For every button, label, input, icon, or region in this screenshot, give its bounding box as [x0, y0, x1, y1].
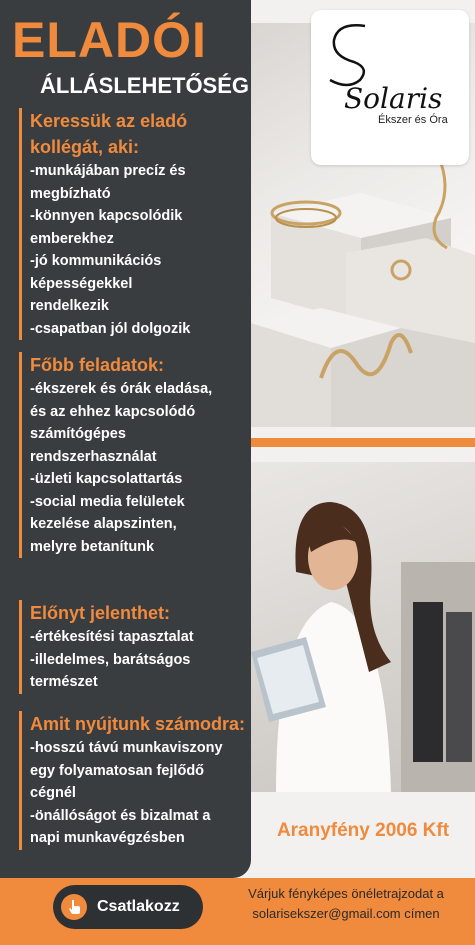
list-item: -hosszú távú munkaviszony: [30, 740, 223, 756]
list-item: számítógépes: [30, 426, 126, 442]
logo-tagline: Ékszer és Óra: [378, 114, 448, 126]
hand-pointer-icon: [61, 894, 87, 920]
company-name: Aranyfény 2006 Kft: [276, 820, 450, 841]
list-item: -social media felületek: [30, 493, 185, 510]
section-advantages: [19, 600, 194, 694]
list-item: -munkájában precíz és: [30, 163, 186, 179]
list-item: megbízható: [30, 185, 111, 202]
accent-band: [251, 438, 475, 447]
saleswoman-illustration: [251, 462, 475, 792]
list-item: képességekkel: [30, 275, 133, 292]
list-item: -ékszerek és órák eladása,: [30, 381, 213, 397]
section-heading: Főbb feladatok:: [30, 355, 164, 375]
application-note: [222, 884, 470, 924]
list-item: -értékesítési tapasztalat: [30, 629, 194, 645]
list-item: rendelkezik: [30, 298, 109, 314]
list-item: cégnél: [30, 785, 76, 801]
join-button-label: Csatlakozz: [97, 898, 180, 915]
list-item: és az ehhez kapcsolódó: [30, 403, 196, 420]
list-item: egy folyamatosan fejlődő: [30, 762, 205, 779]
poster-title: ELADÓI: [12, 12, 207, 68]
list-item: -üzleti kapcsolattartás: [30, 471, 183, 487]
list-item: emberekhez: [30, 230, 114, 247]
list-item: kezelése alapszinten,: [30, 516, 177, 532]
list-item: -csapatban jól dolgozik: [30, 320, 191, 337]
list-item: -önállóságot és bizalmat a: [30, 807, 211, 824]
saleswoman-photo: [251, 462, 475, 792]
list-item: -jó kommunikációs: [30, 253, 162, 269]
list-item: -illedelmes, barátságos: [30, 651, 191, 668]
application-note-line: Várjuk fényképes önéletrajzodat a: [248, 886, 444, 901]
section-offer: [19, 711, 245, 850]
list-item: természet: [30, 674, 98, 690]
list-item: napi munkavégzésben: [30, 830, 185, 846]
section-heading: Keressük az eladó: [30, 111, 188, 131]
list-item: melyre betanítunk: [30, 538, 155, 555]
list-item: rendszerhasználat: [30, 448, 157, 465]
contact-email: solarisekszer@gmail.com címen: [252, 906, 440, 921]
join-button[interactable]: [53, 885, 203, 929]
section-heading: kollégát, aki:: [30, 137, 140, 157]
poster-subtitle: ÁLLÁSLEHETŐSÉG: [40, 73, 250, 98]
section-tasks: [19, 352, 212, 558]
logo-name: Solaris: [344, 82, 443, 115]
section-heading: Előnyt jelenthet:: [30, 603, 171, 623]
section-requirements: [19, 108, 190, 340]
logo-s-mark: [320, 18, 380, 88]
section-heading: Amit nyújtunk számodra:: [30, 714, 246, 734]
list-item: -könnyen kapcsolódik: [30, 208, 183, 224]
